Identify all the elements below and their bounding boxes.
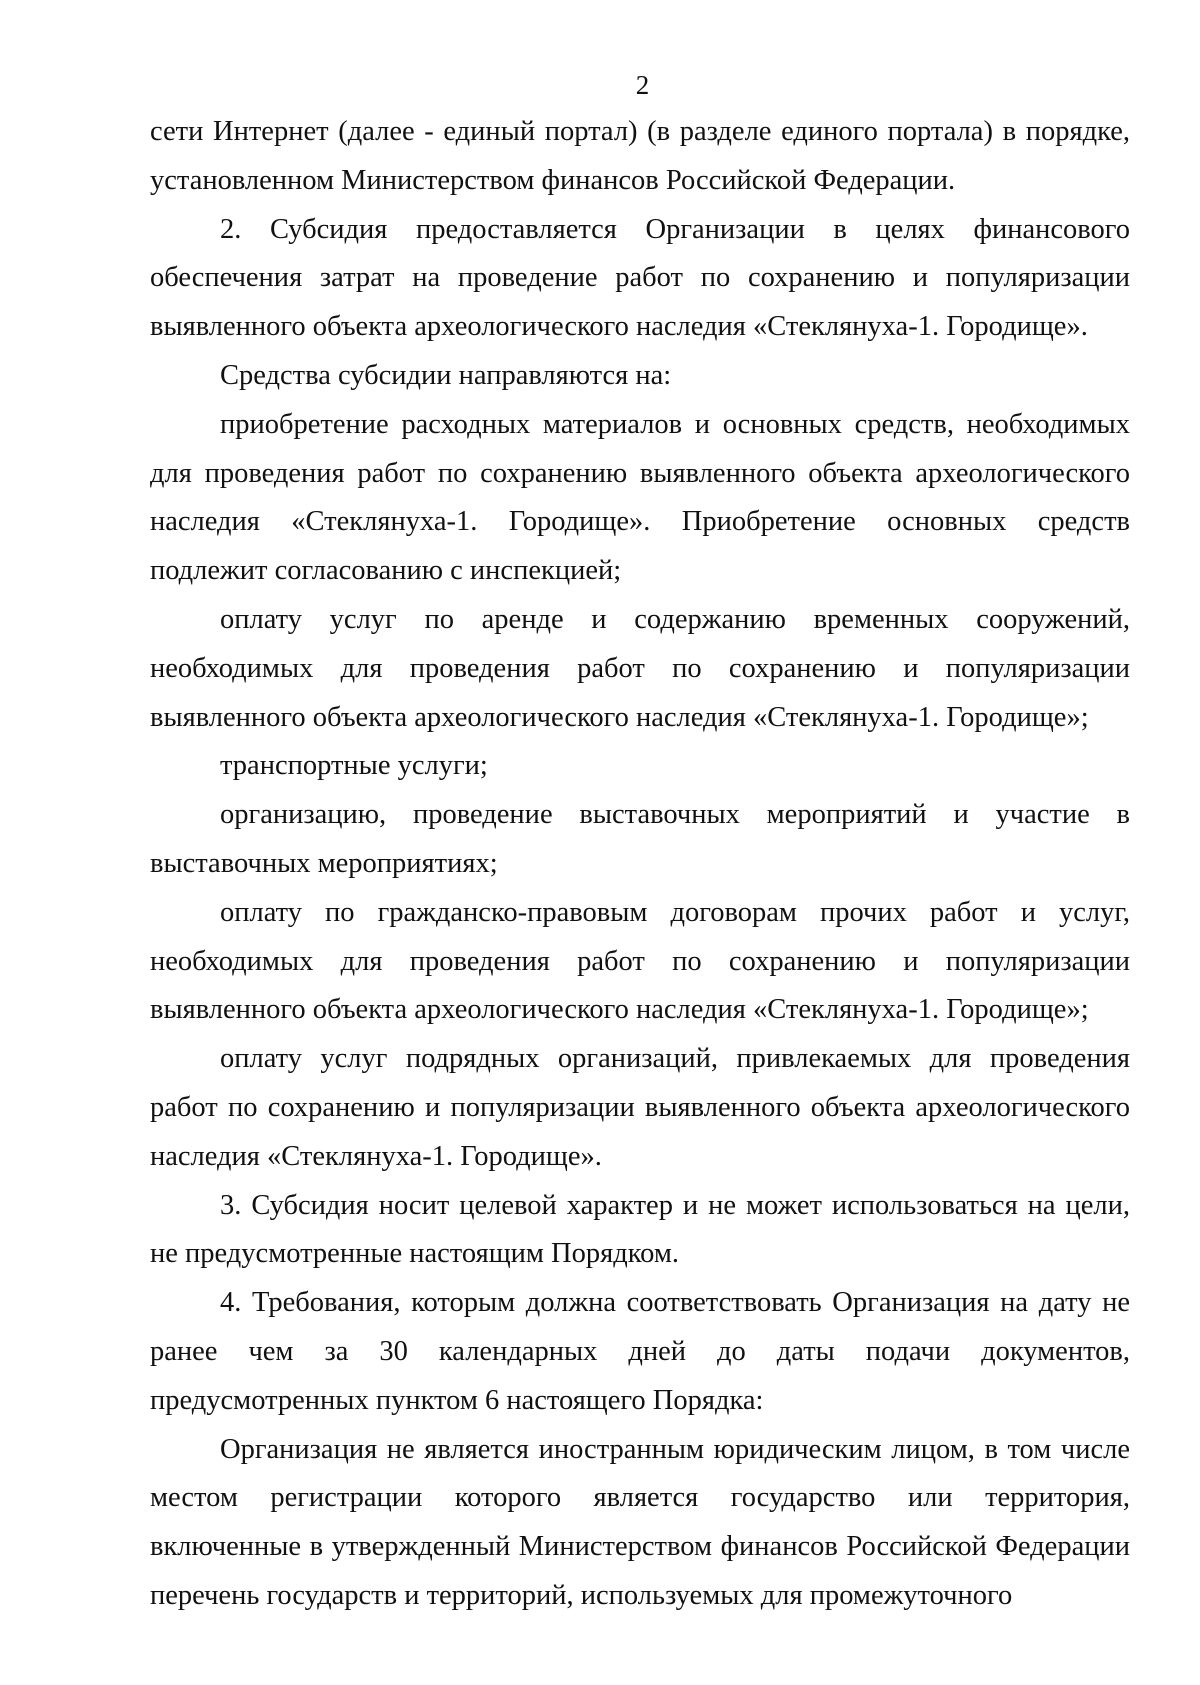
- paragraph-funds-materials: приобретение расходных материалов и основных средств, необходимых для проведения работ по сохранению выявленного объекта археологического наследия «Стеклянуха-1. Городище». Приобретение основных средств подлежит согласованию с инспекцией;: [150, 408, 1130, 587]
- paragraph-item-2: 2. Субсидия предоставляется Организации в целях финансового обеспечения затрат на проведение работ по сохранению и популяризации выявленного объекта археологического наследия «Стеклянуха-1. Городище».: [150, 213, 1130, 343]
- paragraph-item-3: 3. Субсидия носит целевой характер и не может использоваться на цели, не предусмотренные настоящим Порядком.: [150, 1189, 1130, 1270]
- paragraph-funds-intro: Средства субсидии направляются на:: [220, 359, 672, 391]
- paragraph-funds-transport: транспортные услуги;: [220, 750, 488, 782]
- paragraph-continuation: сети Интернет (далее - единый портал) (в разделе единого портала) в порядке, установленном Министерством финансов Российской Федерации.: [150, 116, 1130, 196]
- page-number: 2: [635, 70, 650, 100]
- paragraph-funds-contracts: оплату по гражданско-правовым договорам прочих работ и услуг, необходимых для проведения работ по сохранению и популяризации выявленного объекта археологического наследия «Стеклянуха-1. Городище»;: [150, 896, 1130, 1026]
- paragraph-funds-contractors: оплату услуг подрядных организаций, привлекаемых для проведения работ по сохранению и популяризации выявленного объекта археологического наследия «Стеклянуха-1. Городище».: [150, 1043, 1130, 1172]
- paragraph-item-4: 4. Требования, которым должна соответствовать Организация на дату не ранее чем за 30 календарных дней до даты подачи документов, предусмотренных пунктом 6 настоящего Порядка:: [150, 1287, 1130, 1416]
- paragraph-funds-rent: оплату услуг по аренде и содержанию временных сооружений, необходимых для проведения работ по сохранению и популяризации выявленного объекта археологического наследия «Стеклянуха-1. Городище»;: [150, 603, 1130, 733]
- paragraph-requirement-foreign: Организация не является иностранным юридическим лицом, в том числе местом регистрации которого является государство или территория, включенные в утвержденный Министерством финансов Российской Федерации перечень государств и территорий, используемых для промежуточного: [150, 1433, 1130, 1611]
- paragraph-funds-exhibitions: организацию, проведение выставочных мероприятий и участие в выставочных мероприятиях;: [150, 799, 1130, 879]
- document-body: [150, 108, 1130, 1621]
